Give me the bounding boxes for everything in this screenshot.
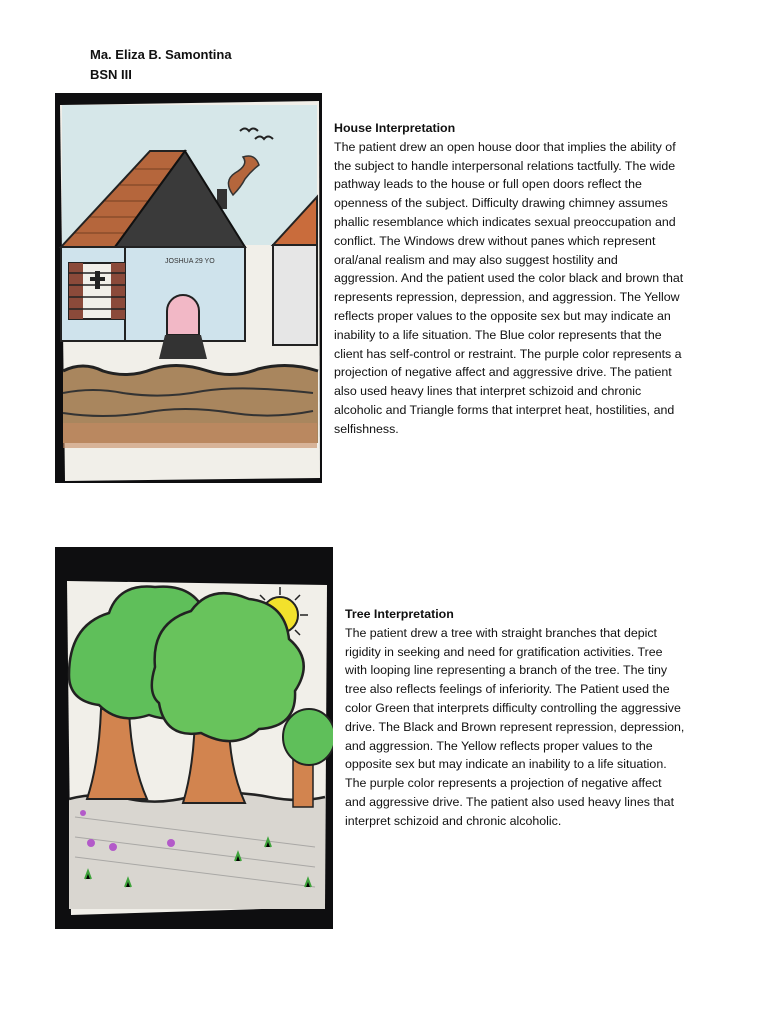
tree-drawing-photo	[55, 547, 333, 929]
author-header	[90, 45, 232, 85]
house-interpretation-body: The patient drew an open house door that implies the ability of the subject to handle interpersonal relations tactfully. The wide pathway leads to the house or full open doors reflect the openness of the subject. Difficulty drawing chimney assumes phallic resemblance which indicates sexual preoccupation and conflict. The Windows drew without panes which represent oral/anal realism and may also suggest hostility and aggression. And the patient used the color black and brown that represents repression, depression, and aggression. The Yellow reflects proper values to the opposite sex but may indicate an inability to a life situation. The Blue color represents that the client has self-control or restraint. The purple color represents a projection of negative affect and aggressive drive. The patient also used heavy lines that interpret schizoid and chronic alcoholic and Triangle forms that interpret heat, hostilities, and selfishness.	[334, 139, 684, 436]
drawing-signature: JOSHUA 29 YO	[165, 258, 215, 265]
author-course: BSN III	[90, 67, 132, 82]
tree-interpretation-body: The patient drew a tree with straight branches that depict rigidity in seeking and need for gratification activities. Tree with looping line representing a branch of the tree. The tiny tree also reflects feelings of inferiority. The Patient used the color Green that interprets difficulty controlling the aggressive drive. The Black and Brown represent repression, depression, and aggression. The Yellow reflects proper values to the opposite sex but may indicate an inability to a life situation. The purple color represents a projection of negative affect and aggressive drive. The patient also used heavy lines that interpret schizoid and chronic alcoholic.	[345, 625, 685, 828]
author-name: Ma. Eliza B. Samontina	[90, 47, 232, 62]
tree-interpretation	[345, 605, 685, 831]
house-drawing-photo	[55, 93, 322, 483]
house-interpretation-title: House Interpretation	[334, 121, 456, 135]
tree-interpretation-title: Tree Interpretation	[345, 607, 454, 621]
house-interpretation	[334, 119, 684, 439]
